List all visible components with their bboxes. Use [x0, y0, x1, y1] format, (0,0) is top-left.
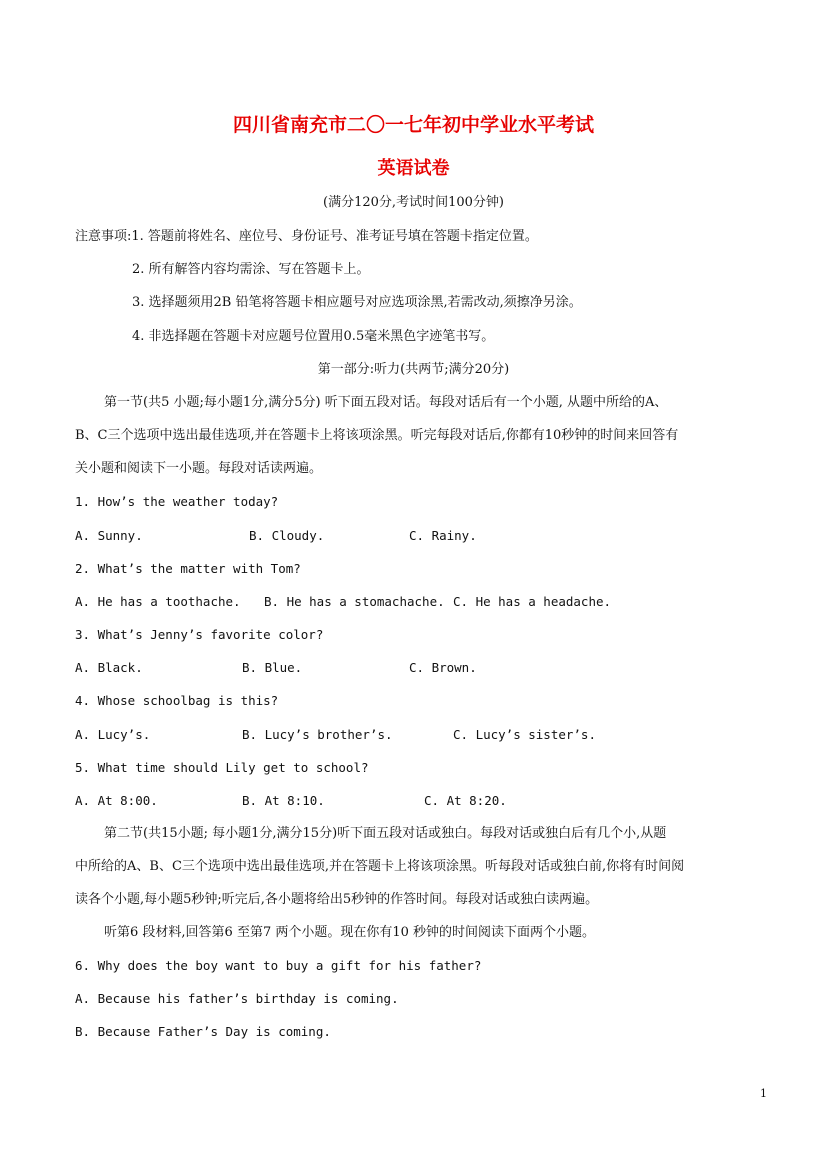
question-3: 3. What’s Jenny’s favorite color? — [75, 627, 324, 642]
question-6-option-a: A. Because his father’s birthday is coming. — [75, 991, 399, 1006]
exam-subtitle: 英语试卷 — [377, 158, 450, 179]
question-1-option-c: C. Rainy. — [409, 528, 477, 543]
notes-item-2: 2. 所有解答内容均需涂、写在答题卡上。 — [132, 262, 370, 277]
question-2-option-c: C. He has a headache. — [453, 594, 612, 609]
notes-item-4: 4. 非选择题在答题卡对应题号位置用0.5毫米黑色字迹笔书写。 — [132, 329, 495, 344]
question-6-option-b: B. Because Father’s Day is coming. — [75, 1024, 331, 1039]
question-5-option-c: C. At 8:20. — [424, 793, 507, 808]
question-5-option-b: B. At 8:10. — [242, 793, 325, 808]
question-2-option-b: B. He has a stomachache. — [264, 594, 445, 609]
question-3-option-a: A. Black. — [75, 660, 143, 675]
question-4-option-a: A. Lucy’s. — [75, 727, 151, 742]
section1-instructions-line3: 关小题和阅读下一小题。每段对话读两遍。 — [75, 461, 323, 476]
exam-title: 四川省南充市二〇一七年初中学业水平考试 — [232, 114, 594, 136]
notes-item-3: 3. 选择题须用2B 铅笔将答题卡相应题号对应选项涂黑,若需改动,须擦净另涂。 — [132, 295, 582, 310]
question-4-option-b: B. Lucy’s brother’s. — [242, 727, 393, 742]
question-1: 1. How’s the weather today? — [75, 494, 279, 509]
question-4-option-c: C. Lucy’s sister’s. — [453, 727, 596, 742]
material-6-instructions: 听第6 段材料,回答第6 至第7 两个小题。现在你有10 秒钟的时间阅读下面两个小题。 — [104, 925, 596, 940]
question-1-option-a: A. Sunny. — [75, 528, 143, 543]
page-number: 1 — [760, 1087, 767, 1100]
question-6: 6. Why does the boy want to buy a gift for his father? — [75, 958, 482, 973]
question-3-option-c: C. Brown. — [409, 660, 477, 675]
section2-instructions-line2: 中所给的A、B、C三个选项中选出最佳选项,并在答题卡上将该项涂黑。听每段对话或独白前,你将有时间阅 — [75, 859, 685, 874]
question-1-option-b: B. Cloudy. — [249, 528, 325, 543]
section1-instructions-line1: 第一节(共5 小题;每小题1分,满分5分) 听下面五段对话。每段对话后有一个小题, 从题中所给的A、 — [104, 395, 668, 410]
question-2-option-a: A. He has a toothache. — [75, 594, 241, 609]
section2-instructions-line3: 读各个小题,每小题5秒钟;听完后,各小题将给出5秒钟的作答时间。每段对话或独白读两遍。 — [75, 892, 599, 907]
exam-info: (满分120分,考试时间100分钟) — [323, 195, 504, 210]
question-5: 5. What time should Lily get to school? — [75, 760, 369, 775]
question-2: 2. What’s the matter with Tom? — [75, 561, 301, 576]
notes-item-1: 注意事项:1. 答题前将姓名、座位号、身份证号、准考证号填在答题卡指定位置。 — [75, 229, 538, 244]
section1-instructions-line2: B、C三个选项中选出最佳选项,并在答题卡上将该项涂黑。听完每段对话后,你都有10秒钟的时间来回答有 — [75, 428, 679, 443]
part1-heading: 第一部分:听力(共两节;满分20分) — [317, 362, 510, 377]
question-5-option-a: A. At 8:00. — [75, 793, 158, 808]
question-4: 4. Whose schoolbag is this? — [75, 693, 279, 708]
section2-instructions-line1: 第二节(共15小题; 每小题1分,满分15分)听下面五段对话或独白。每段对话或独白后有几个小,从题 — [104, 826, 667, 841]
question-3-option-b: B. Blue. — [242, 660, 303, 675]
